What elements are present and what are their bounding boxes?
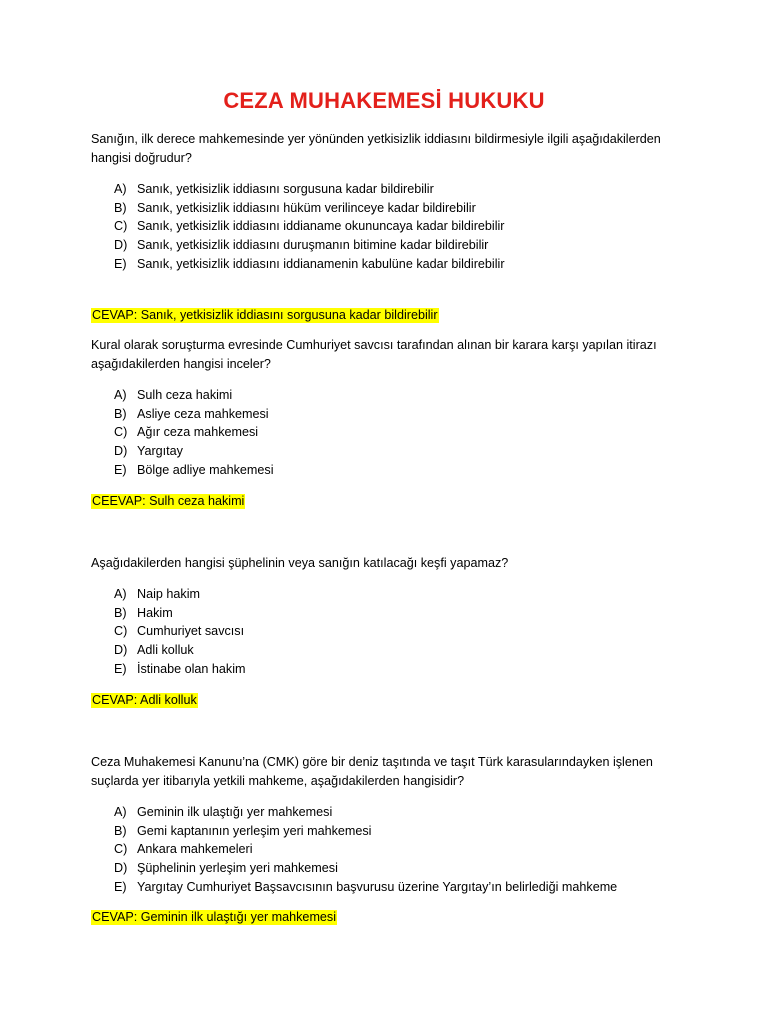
option: [114, 840, 617, 859]
option: [114, 423, 274, 442]
option-text: Yargıtay Cumhuriyet Başsavcısının başvurusu üzerine Yargıtay’ın belirlediği mahkeme: [137, 879, 618, 894]
question-2-text: Kural olarak soruşturma evresinde Cumhuriyet savcısı tarafından alınan bir karara karşı yapılan itirazı aşağıdakilerden hangisi inceler?: [91, 338, 657, 371]
question-1-text: Sanığın, ilk derece mahkemesinde yer yönünden yetkisizlik iddiasını bildirmesiyle ilgili aşağıdakilerden hangisi doğrudur?: [91, 132, 661, 165]
option-letter: C): [114, 425, 128, 440]
option-letter: B): [114, 200, 127, 215]
option: [114, 199, 505, 218]
option-text: Şüphelinin yerleşim yeri mahkemesi: [137, 861, 338, 876]
option-text: Hakim: [137, 605, 173, 620]
option-letter: C): [114, 219, 128, 234]
option-text: Sanık, yetkisizlik iddiasını sorgusuna kadar bildirebilir: [137, 182, 434, 196]
option-text: Sanık, yetkisizlik iddiasını iddianame okununcaya kadar bildirebilir: [137, 219, 505, 234]
option-letter: B): [114, 605, 127, 620]
answer-2-highlight: CEEVAP: Sulh ceza hakimi: [92, 494, 245, 508]
answer-4-highlight: CEVAP: Geminin ilk ulaştığı yer mahkemesi: [92, 910, 337, 924]
option-letter: D): [114, 643, 128, 658]
answer-3-highlight: CEVAP: Adli kolluk: [92, 693, 197, 707]
option-letter: C): [114, 624, 128, 639]
option-text: Adli kolluk: [137, 643, 194, 658]
option-text: Yargıtay: [137, 444, 183, 459]
option-letter: E): [114, 256, 127, 271]
option: [114, 803, 617, 822]
option-text: Sanık, yetkisizlik iddiasını iddianamenin kabulüne kadar bildirebilir: [137, 256, 505, 271]
question-2-options: [114, 386, 274, 479]
option: [114, 622, 246, 641]
option-letter: E): [114, 462, 127, 477]
option-text: Sanık, yetkisizlik iddiasını hüküm verilinceye kadar bildirebilir: [137, 200, 476, 215]
option: [114, 442, 274, 461]
option-letter: A): [114, 805, 127, 819]
option-text: Sulh ceza hakimi: [137, 388, 233, 402]
option: [114, 180, 505, 199]
question-3-options: [114, 585, 246, 678]
option-text: Gemi kaptanının yerleşim yeri mahkemesi: [137, 823, 372, 838]
option-letter: C): [114, 842, 128, 857]
question-4-options: [114, 803, 617, 896]
option-letter: E): [114, 661, 127, 676]
option-letter: A): [114, 182, 127, 196]
option: [114, 255, 505, 274]
option-letter: D): [114, 861, 128, 876]
option-letter: D): [114, 444, 128, 459]
answer-1-highlight: CEVAP: Sanık, yetkisizlik iddiasını sorgusuna kadar bildirebilir: [92, 308, 438, 322]
option-text: Geminin ilk ulaştığı yer mahkemesi: [137, 805, 333, 819]
question-3-text: Aşağıdakilerden hangisi şüphelinin veya sanığın katılacağı keşfi yapamaz?: [91, 556, 509, 570]
option-letter: A): [114, 587, 127, 601]
option: [114, 236, 505, 255]
option: [114, 660, 246, 679]
option-letter: B): [114, 823, 127, 838]
option-letter: B): [114, 406, 127, 421]
option-letter: A): [114, 388, 127, 402]
option-text: Sanık, yetkisizlik iddiasını duruşmanın bitimine kadar bildirebilir: [137, 238, 489, 253]
option: [114, 461, 274, 480]
question-4-text: Ceza Muhakemesi Kanunu’na (CMK) göre bir deniz taşıtında ve taşıt Türk karasularındayken işlenen suçlarda yer itibarıyla yetkili mahkeme, aşağıdakilerden hangisidir?: [91, 755, 653, 788]
option-text: Bölge adliye mahkemesi: [137, 462, 274, 477]
option: [114, 217, 505, 236]
question-1-options: [114, 180, 505, 273]
option-text: Naip hakim: [137, 587, 200, 601]
option-text: Ağır ceza mahkemesi: [137, 425, 259, 440]
option: [114, 859, 617, 878]
option: [114, 405, 274, 424]
option-text: Ankara mahkemeleri: [137, 842, 253, 857]
option: [114, 878, 617, 897]
option: [114, 822, 617, 841]
option-text: İstinabe olan hakim: [137, 661, 246, 676]
option-letter: E): [114, 879, 127, 894]
option: [114, 641, 246, 660]
option-text: Cumhuriyet savcısı: [137, 624, 245, 639]
page-title: CEZA MUHAKEMESİ HUKUKU: [223, 88, 545, 113]
option-letter: D): [114, 238, 128, 253]
option: [114, 386, 274, 405]
option: [114, 585, 246, 604]
option: [114, 604, 246, 623]
option-text: Asliye ceza mahkemesi: [137, 406, 269, 421]
